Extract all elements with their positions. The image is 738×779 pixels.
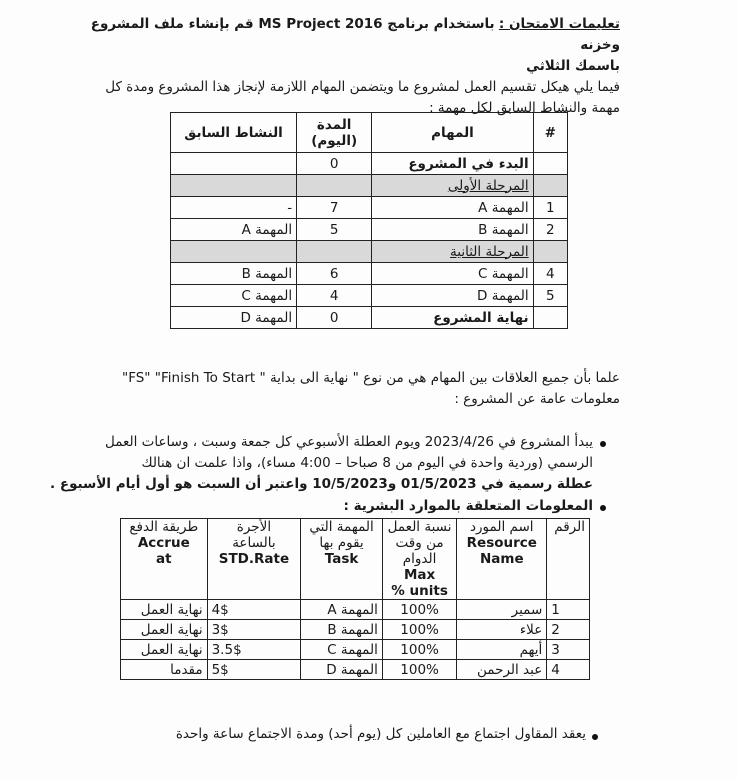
resource-row-units: 100% bbox=[382, 660, 456, 680]
task-row bbox=[171, 197, 568, 219]
task-row-predecessor bbox=[171, 175, 297, 197]
resource-row-rate: 3$ bbox=[207, 620, 301, 640]
task-row-num bbox=[533, 241, 567, 263]
resource-row-units: 100% bbox=[382, 600, 456, 620]
task-row-predecessor bbox=[171, 241, 297, 263]
task-row-name: نهاية المشروع bbox=[372, 307, 533, 329]
res-col-name-header bbox=[457, 519, 547, 600]
resource-row-accrue: نهاية العمل bbox=[121, 600, 208, 620]
resource-row-name: سمير bbox=[457, 600, 547, 620]
resources-table bbox=[120, 518, 590, 680]
task-row-predecessor: - bbox=[171, 197, 297, 219]
general-info bbox=[48, 432, 593, 495]
general-info-line3: عطلة رسمية في 01/5/2023 و10/5/2023 واعتبر أن السبت هو أول أيام الأسبوع . bbox=[50, 476, 593, 492]
task-row-duration: 6 bbox=[297, 263, 372, 285]
res-units-ar3: الدوام bbox=[402, 551, 437, 567]
task-row-name: المهمة D bbox=[372, 285, 533, 307]
task-row bbox=[171, 175, 568, 197]
final-note: يعقد المقاول اجتماع مع العاملين كل (يوم أحد) ومدة الاجتماع ساعة واحدة bbox=[175, 726, 586, 742]
res-accrue-ar: طريقة الدفع bbox=[129, 519, 199, 535]
task-row-predecessor: المهمة D bbox=[171, 307, 297, 329]
task-row-name: البدء في المشروع bbox=[372, 153, 533, 175]
res-accrue-en2: at bbox=[156, 551, 172, 567]
tasks-table bbox=[170, 112, 568, 329]
res-task-ar1: المهمة التي bbox=[309, 519, 374, 535]
resource-row bbox=[121, 660, 590, 680]
res-task-en: Task bbox=[324, 551, 359, 567]
task-row-num: 2 bbox=[533, 219, 567, 241]
resource-row-name: عبد الرحمن bbox=[457, 660, 547, 680]
task-row-duration bbox=[297, 175, 372, 197]
instructions-line2: باسمك الثلاثي bbox=[526, 58, 620, 74]
res-name-ar: اسم المورد bbox=[470, 519, 534, 535]
relations-line1: علما بأن جميع العلاقات بين المهام هي من نوع " نهاية الى بداية " FS" "Finish To Start" bbox=[121, 370, 620, 386]
col-task-header: المهام bbox=[372, 113, 533, 153]
resource-row-task: المهمة C bbox=[301, 640, 383, 660]
task-row-predecessor: المهمة B bbox=[171, 263, 297, 285]
task-row bbox=[171, 263, 568, 285]
resource-row bbox=[121, 600, 590, 620]
instructions-line3: فيما يلي هيكل تقسيم العمل لمشروع ما ويتضمن المهام اللازمة لإنجاز هذا المشروع ومدة كل bbox=[105, 79, 620, 95]
general-info-line2: الرسمي (وردية واحدة في اليوم من 8 صباحا – 4:00 مساء)، واذا علمت ان هنالك bbox=[141, 455, 593, 471]
task-row bbox=[171, 307, 568, 329]
res-units-ar1: نسبة العمل bbox=[387, 519, 452, 535]
res-rate-ar2: بالساعة bbox=[232, 535, 276, 551]
task-row-num: 1 bbox=[533, 197, 567, 219]
instructions-text: باستخدام برنامج MS Project 2016 قم بإنشاء ملف المشروع وخزنه bbox=[90, 16, 620, 53]
resource-row-accrue: مقدما bbox=[121, 660, 208, 680]
resource-row-rate: 5$ bbox=[207, 660, 301, 680]
resources-title: المعلومات المتعلقة بالموارد البشرية : bbox=[343, 498, 593, 514]
resource-row-name: أيهم bbox=[457, 640, 547, 660]
resource-row-num: 3 bbox=[547, 640, 590, 660]
res-col-units-header bbox=[382, 519, 456, 600]
res-rate-ar1: الأجرة bbox=[236, 519, 272, 535]
task-row-num bbox=[533, 307, 567, 329]
res-col-accrue-header bbox=[121, 519, 208, 600]
col-predecessor-header: النشاط السابق bbox=[171, 113, 297, 153]
bullet-dot bbox=[600, 505, 606, 511]
relations-line2: معلومات عامة عن المشروع : bbox=[454, 391, 620, 407]
res-name-en2: Name bbox=[479, 551, 524, 567]
task-row-predecessor: المهمة C bbox=[171, 285, 297, 307]
res-units-en1: Max bbox=[403, 567, 436, 583]
resource-row-units: 100% bbox=[382, 620, 456, 640]
res-col-task-header bbox=[301, 519, 383, 600]
res-col-rate-header bbox=[207, 519, 301, 600]
instructions-title: تعليمات الامتحان : bbox=[498, 16, 620, 32]
task-row-num: 5 bbox=[533, 285, 567, 307]
task-row bbox=[171, 153, 568, 175]
task-row-name: المرحلة الثانية bbox=[372, 241, 533, 263]
instructions-line1 bbox=[60, 14, 620, 56]
col-num-header: # bbox=[533, 113, 567, 153]
resource-row-accrue: نهاية العمل bbox=[121, 640, 208, 660]
task-row-num: 4 bbox=[533, 263, 567, 285]
task-row-duration: 5 bbox=[297, 219, 372, 241]
task-row-duration: 0 bbox=[297, 307, 372, 329]
task-row-num bbox=[533, 175, 567, 197]
resource-row-num: 4 bbox=[547, 660, 590, 680]
resource-row-task: المهمة A bbox=[301, 600, 383, 620]
task-row-duration: 0 bbox=[297, 153, 372, 175]
resource-row-num: 2 bbox=[547, 620, 590, 640]
resource-row-units: 100% bbox=[382, 640, 456, 660]
task-row-predecessor bbox=[171, 153, 297, 175]
res-col-num-header: الرقم bbox=[547, 519, 590, 600]
res-name-en1: Resource bbox=[466, 535, 537, 551]
tasks-table-body bbox=[171, 153, 568, 329]
resource-row-name: علاء bbox=[457, 620, 547, 640]
res-task-ar2: يقوم بها bbox=[319, 535, 364, 551]
task-row bbox=[171, 241, 568, 263]
resource-row-rate: 3.5$ bbox=[207, 640, 301, 660]
bullet-dot bbox=[592, 734, 598, 740]
bullet-dot bbox=[600, 441, 606, 447]
col-duration-header: المدة (اليوم) bbox=[297, 113, 372, 153]
resources-table-body bbox=[121, 600, 590, 680]
general-info-line1: يبدأ المشروع في 2023/4/26 ويوم العطلة الأسبوعي كل جمعة وسبت ، وساعات العمل bbox=[104, 434, 593, 450]
task-row-duration: 4 bbox=[297, 285, 372, 307]
resource-row-task: المهمة D bbox=[301, 660, 383, 680]
task-row bbox=[171, 285, 568, 307]
task-row bbox=[171, 219, 568, 241]
task-row-num bbox=[533, 153, 567, 175]
res-units-ar2: من وقت bbox=[395, 535, 444, 551]
task-row-name: المهمة A bbox=[372, 197, 533, 219]
task-row-duration: 7 bbox=[297, 197, 372, 219]
resource-row-rate: 4$ bbox=[207, 600, 301, 620]
res-units-en2: units % bbox=[391, 583, 448, 599]
task-row-name: المهمة C bbox=[372, 263, 533, 285]
resource-row bbox=[121, 640, 590, 660]
resource-row bbox=[121, 620, 590, 640]
instructions-block bbox=[60, 14, 620, 119]
task-row-name: المهمة B bbox=[372, 219, 533, 241]
resource-row-accrue: نهاية العمل bbox=[121, 620, 208, 640]
instructions-line4: مهمة والنشاط السابق لكل مهمة : bbox=[429, 100, 620, 116]
task-row-name: المرحلة الأولى bbox=[372, 175, 533, 197]
task-row-predecessor: المهمة A bbox=[171, 219, 297, 241]
relations-note bbox=[60, 368, 620, 410]
task-row-duration bbox=[297, 241, 372, 263]
res-accrue-en1: Accrue bbox=[137, 535, 190, 551]
resource-row-num: 1 bbox=[547, 600, 590, 620]
resource-row-task: المهمة B bbox=[301, 620, 383, 640]
res-rate-en: STD.Rate bbox=[218, 551, 290, 567]
